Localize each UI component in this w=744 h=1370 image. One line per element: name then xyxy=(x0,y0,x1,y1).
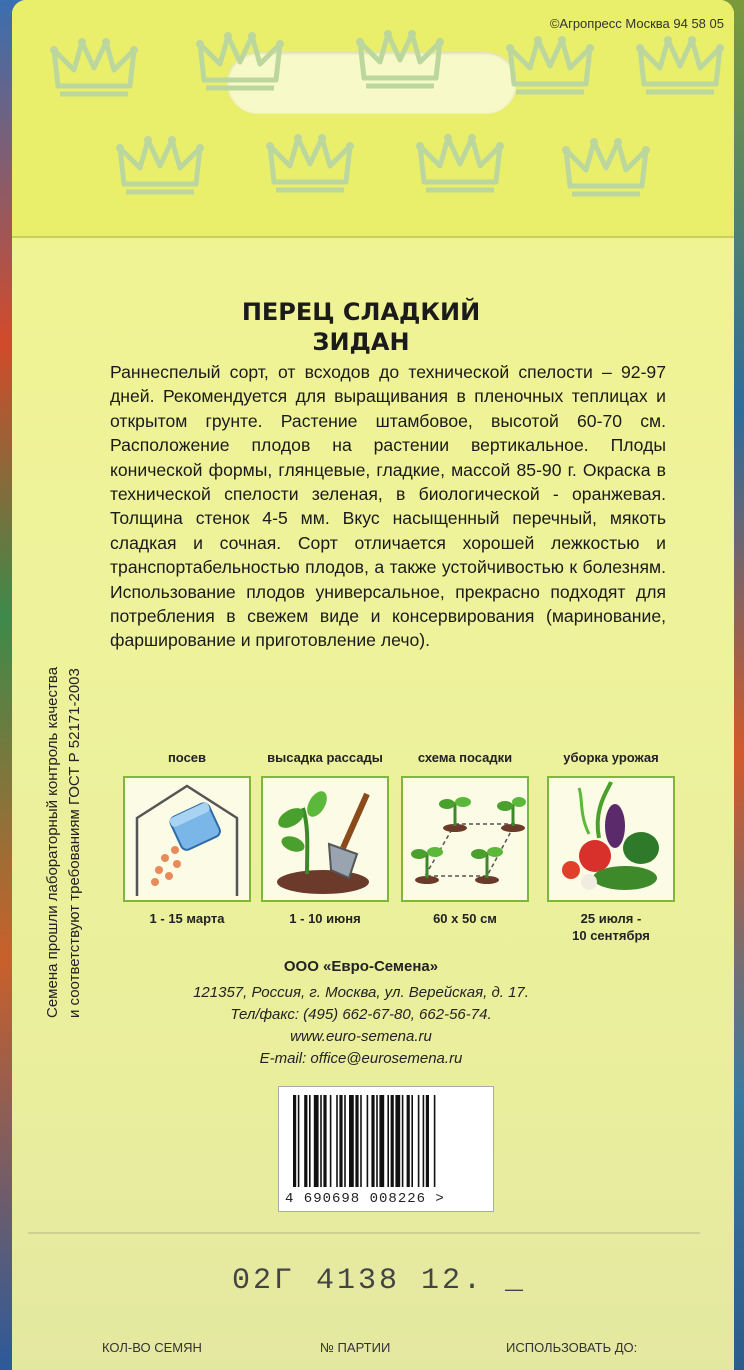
plant xyxy=(439,797,471,832)
crown-icon xyxy=(562,138,650,194)
harvest-icon xyxy=(547,776,675,902)
planting-scheme-icon xyxy=(401,776,529,902)
sowing-icon xyxy=(123,776,251,902)
certification-line-1: Семена прошли лабораторный контроль качества xyxy=(44,666,61,1018)
certification-line-2: и соответствуют требованиям ГОСТ Р 52171-2003 xyxy=(66,668,83,1018)
barcode-bar xyxy=(323,1095,326,1187)
stage-date: 1 - 15 марта xyxy=(149,911,225,926)
barcode-bar xyxy=(411,1095,413,1187)
variety-name: ЗИДАН xyxy=(312,328,410,356)
crown-icon xyxy=(196,32,284,88)
stage-sowing xyxy=(120,750,254,927)
barcode-bar xyxy=(298,1095,300,1187)
crown-icon xyxy=(506,36,594,92)
barcode-bar xyxy=(367,1095,369,1187)
lot-number: 02Г 4138 12. _ xyxy=(232,1264,527,1298)
barcode-bar xyxy=(407,1095,410,1187)
barcode-bar xyxy=(379,1095,384,1187)
stage-seedling-planting xyxy=(258,750,392,927)
stage-label: посев xyxy=(167,750,207,765)
stage-harvest xyxy=(544,750,678,944)
barcode-bar xyxy=(336,1095,338,1187)
stage-label: уборка урожая xyxy=(563,750,659,765)
stage-date: 25 июля - 10 сентября xyxy=(572,911,650,943)
certification-note xyxy=(42,478,86,1018)
crown-icon xyxy=(416,134,504,190)
crown-icon xyxy=(356,30,444,86)
company-email: E-mail: office@eurosemena.ru xyxy=(259,1050,463,1067)
crown-pattern xyxy=(0,0,744,240)
crown-icon xyxy=(116,136,204,192)
crown-icon xyxy=(636,36,724,92)
barcode-bar xyxy=(349,1095,354,1187)
product-description: Раннеспелый сорт, от всходов до технической спелости – 92-97 дней. Рекомендуется для выращивания в пленочных теплицах и открытом грунте. Растение штамбовое, высотой 60-70 см. Расположение плодов на растении вертикальное. Плоды конической формы, глянцевые, гладкие, массой 85-90 г. Окраска в технической спелости зеленая, в биологической - оранжевая. Толщина стенок 4-5 мм. Вкус насыщенный перечный, мякоть сладкая и сочная. Сорт отличается хорошей лежкостью и транспортабельностью плодов, а также устойчивостью к болезням. Использование плодов универсальное, прекрасно подходят для потребления в свежем виде и консервирования (маринование, фарширование и приготовление лечо). xyxy=(110,362,666,651)
stage-planting-scheme xyxy=(398,750,532,927)
barcode-bar xyxy=(355,1095,358,1187)
company-address: 121357, Россия, г. Москва, ул. Верейская, д. 17. xyxy=(193,984,529,1001)
barcode-bar xyxy=(426,1095,429,1187)
barcode-bar xyxy=(423,1095,425,1187)
barcode-bar xyxy=(391,1095,394,1187)
barcode xyxy=(278,1086,494,1212)
bottom-labels xyxy=(12,1336,734,1362)
barcode-bars xyxy=(293,1095,481,1187)
barcode-bar xyxy=(418,1095,420,1187)
stage-date: 1 - 10 июня xyxy=(289,911,361,926)
barcode-bar xyxy=(344,1095,346,1187)
stage-label: схема посадки xyxy=(417,750,513,765)
company-website: www.euro-semena.ru xyxy=(290,1028,432,1045)
crown-icon xyxy=(50,38,138,94)
crown-icon xyxy=(266,134,354,190)
barcode-bar xyxy=(395,1095,400,1187)
seedling-planting-icon xyxy=(261,776,389,902)
barcode-bar xyxy=(330,1095,332,1187)
barcode-bar xyxy=(293,1095,296,1187)
product-title: ПЕРЕЦ СЛАДКИЙ xyxy=(241,298,481,326)
barcode-digits: 4 690698 008226 > xyxy=(285,1191,445,1207)
barcode-bar xyxy=(309,1095,311,1187)
stage-label: высадка рассады xyxy=(267,750,383,765)
batch-label: № ПАРТИИ xyxy=(320,1340,391,1355)
barcode-bar xyxy=(371,1095,374,1187)
company-phone: Тел/факс: (495) 662-67-80, 662-56-74. xyxy=(230,1006,492,1023)
barcode-bar xyxy=(402,1095,404,1187)
barcode-bar xyxy=(434,1095,436,1187)
stage-date: 60 х 50 см xyxy=(433,911,497,926)
publisher-credit: ©Агропресс Москва 94 58 05 xyxy=(549,16,724,31)
barcode-bar xyxy=(387,1095,389,1187)
company-name: ООО «Евро-Семена» xyxy=(283,958,439,975)
barcode-bar xyxy=(320,1095,322,1187)
seeds-count-label: КОЛ-ВО СЕМЯН xyxy=(102,1340,202,1355)
use-by-label: ИСПОЛЬЗОВАТЬ ДО: xyxy=(506,1340,638,1355)
barcode-bar xyxy=(360,1095,362,1187)
barcode-bar xyxy=(339,1095,342,1187)
barcode-bar xyxy=(314,1095,319,1187)
barcode-bar xyxy=(376,1095,378,1187)
barcode-bar xyxy=(304,1095,307,1187)
